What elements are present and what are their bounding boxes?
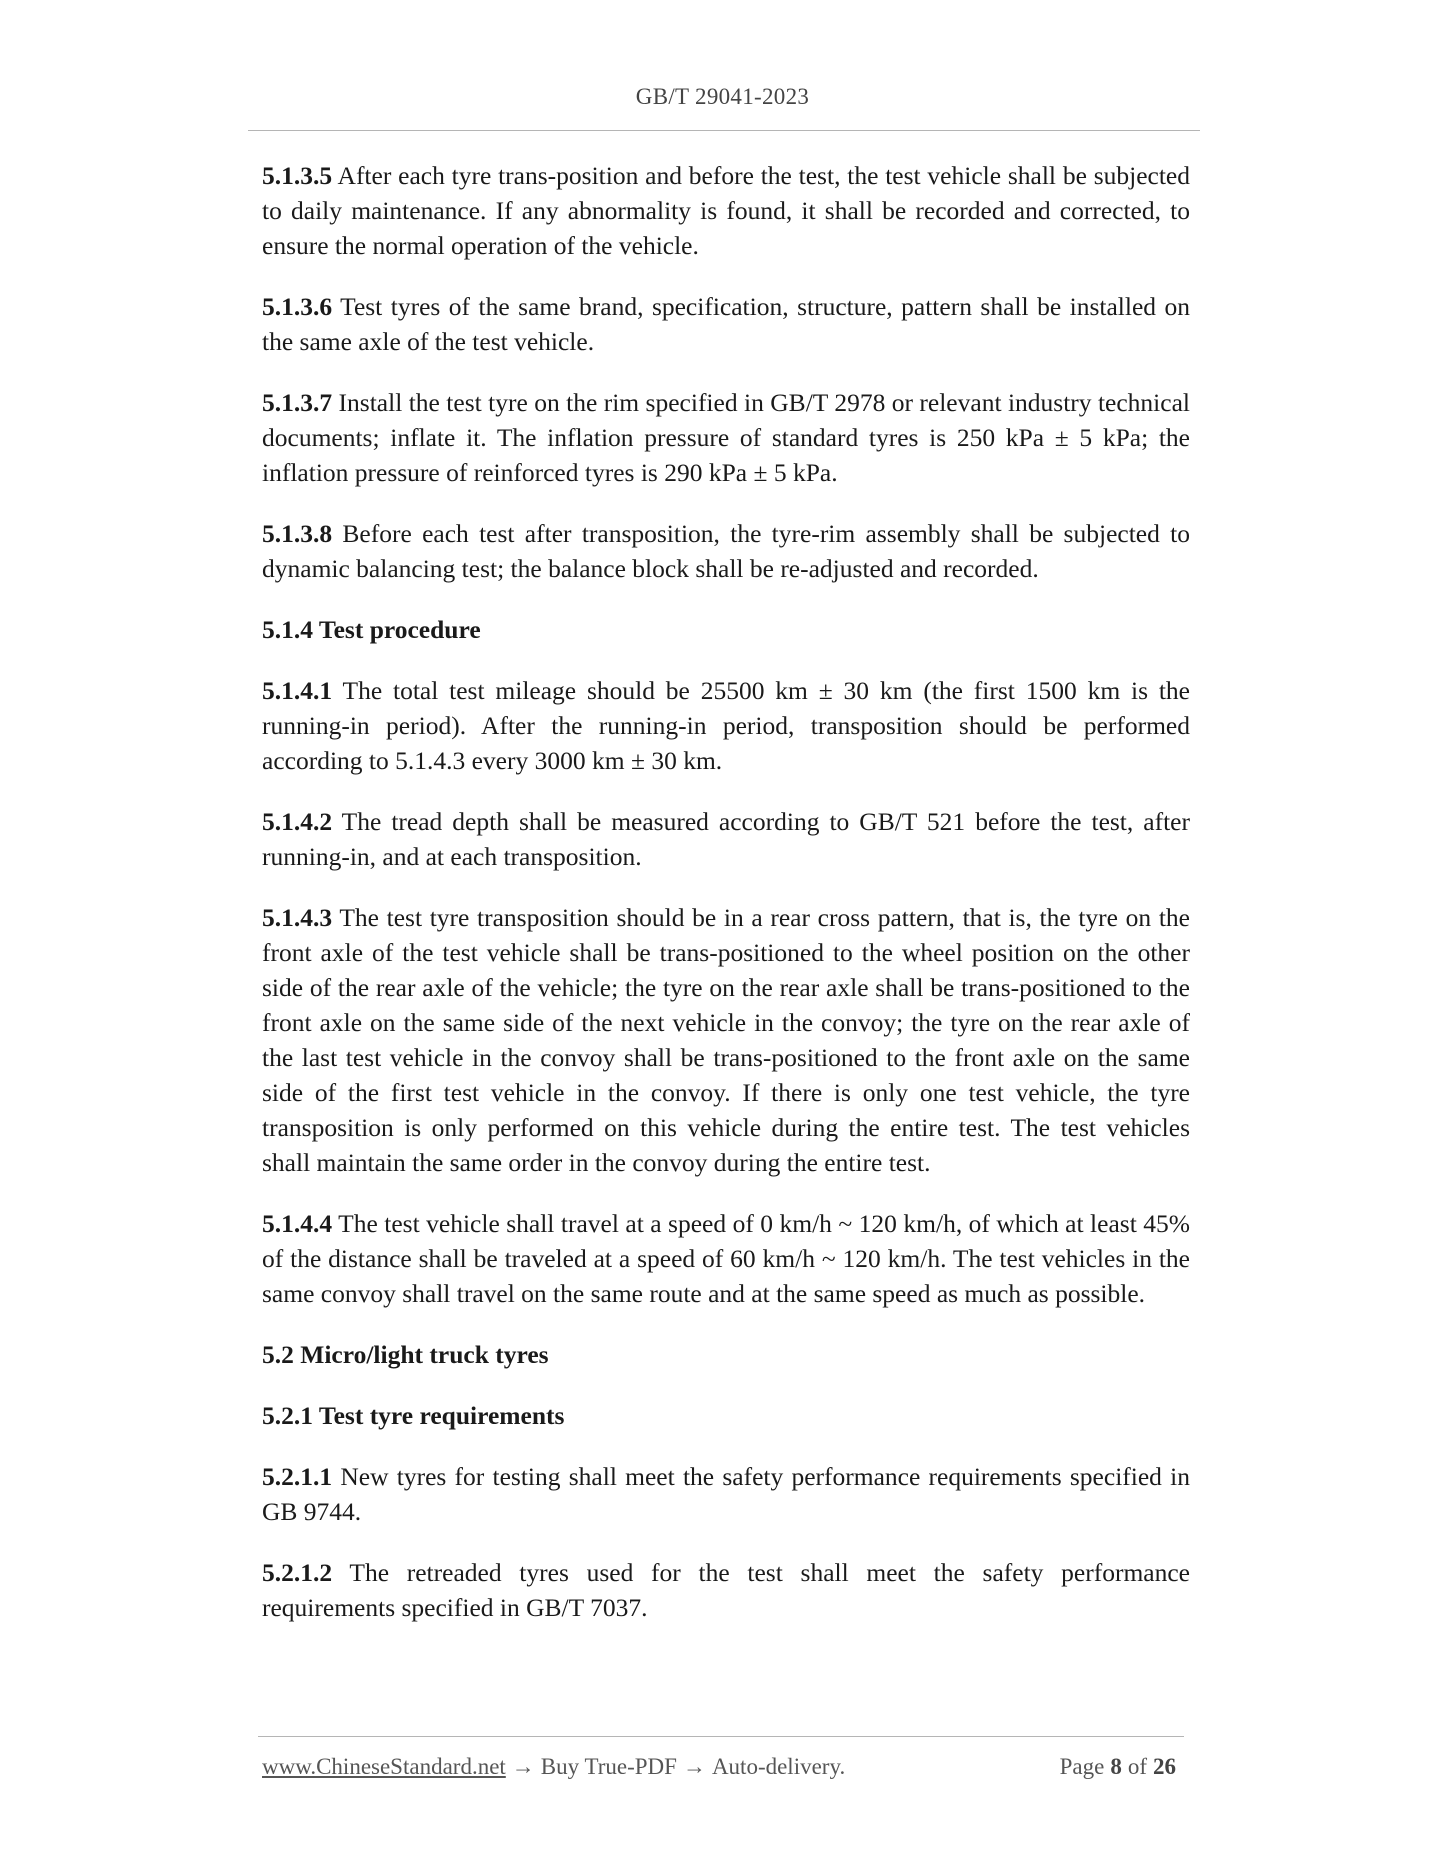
document-body bbox=[262, 158, 1190, 1651]
clause-number: 5.1.3.7 bbox=[262, 388, 333, 417]
clause-5-1-3-5 bbox=[262, 158, 1190, 263]
footer-divider bbox=[258, 1736, 1184, 1737]
of-label: of bbox=[1127, 1754, 1147, 1779]
clause-5-1-4-3 bbox=[262, 900, 1190, 1180]
page-total: 26 bbox=[1153, 1754, 1176, 1779]
clause-number: 5.1.3.6 bbox=[262, 292, 333, 321]
site-link[interactable]: www.ChineseStandard.net bbox=[262, 1754, 506, 1779]
heading-5-2-1: 5.2.1 Test tyre requirements bbox=[262, 1401, 565, 1430]
page-label: Page bbox=[1059, 1754, 1105, 1779]
clause-text: The retreaded tyres used for the test shall meet the safety performance requirements specified in GB/T 7037. bbox=[262, 1558, 1190, 1622]
heading-5-2: 5.2 Micro/light truck tyres bbox=[262, 1340, 549, 1369]
clause-number: 5.2.1.1 bbox=[262, 1462, 333, 1491]
buy-true-pdf-text: Buy True-PDF bbox=[540, 1754, 677, 1779]
clause-5-1-3-6 bbox=[262, 289, 1190, 359]
clause-5-2-1-1 bbox=[262, 1459, 1190, 1529]
clause-text: Test tyres of the same brand, specification, structure, pattern shall be installed on the same axle of the test vehicle. bbox=[262, 292, 1190, 356]
clause-text: The test vehicle shall travel at a speed of 0 km/h ~ 120 km/h, of which at least 45% of the distance shall be traveled at a speed of 60 km/h ~ 120 km/h. The test vehicles in the same convoy shall travel on the same route and at the same speed as much as possible. bbox=[262, 1209, 1190, 1308]
page-number: 8 bbox=[1110, 1754, 1122, 1779]
arrow-right-icon: → bbox=[511, 1754, 535, 1779]
clause-5-1-3-7 bbox=[262, 385, 1190, 490]
clause-number: 5.1.4.2 bbox=[262, 807, 333, 836]
auto-delivery-text: Auto-delivery. bbox=[711, 1754, 846, 1779]
clause-text: After each tyre trans-position and before the test, the test vehicle shall be subjected to daily maintenance. If any abnormality is found, it shall be recorded and corrected, to ensure the normal operation of the vehicle. bbox=[262, 161, 1190, 260]
clause-5-1-4-1 bbox=[262, 673, 1190, 778]
arrow-right-icon: → bbox=[682, 1754, 706, 1779]
footer-left bbox=[262, 1754, 845, 1780]
clause-text: The test tyre transposition should be in a rear cross pattern, that is, the tyre on the front axle of the test vehicle shall be trans-positioned to the wheel position on the other side of the rear axle of the vehicle; the tyre on the rear axle shall be trans-positioned to the front axle on the same side of the next vehicle in the convoy; the tyre on the rear axle of the last test vehicle in the convoy shall be trans-positioned to the front axle on the same side of the first test vehicle in the convoy. If there is only one test vehicle, the tyre transposition is only performed on this vehicle during the entire test. The test vehicles shall maintain the same order in the convoy during the entire test. bbox=[262, 903, 1190, 1177]
clause-number: 5.1.4.1 bbox=[262, 676, 333, 705]
clause-number: 5.1.4.3 bbox=[262, 903, 333, 932]
clause-number: 5.1.3.8 bbox=[262, 519, 333, 548]
page-counter bbox=[1060, 1754, 1182, 1780]
header-divider bbox=[248, 130, 1200, 131]
page-footer bbox=[262, 1754, 1182, 1780]
clause-5-1-4-4 bbox=[262, 1206, 1190, 1311]
clause-text: New tyres for testing shall meet the safety performance requirements specified in GB 9744. bbox=[262, 1462, 1190, 1526]
clause-text: The total test mileage should be 25500 km ± 30 km (the first 1500 km is the running-in period). After the running-in period, transposition should be performed according to 5.1.4.3 every 3000 km ± 30 km. bbox=[262, 676, 1190, 775]
clause-text: Install the test tyre on the rim specified in GB/T 2978 or relevant industry technical documents; inflate it. The inflation pressure of standard tyres is 250 kPa ± 5 kPa; the inflation pressure of reinforced tyres is 290 kPa ± 5 kPa. bbox=[262, 388, 1190, 487]
clause-5-1-4-2 bbox=[262, 804, 1190, 874]
clause-text: Before each test after transposition, the tyre-rim assembly shall be subjected to dynamic balancing test; the balance block shall be re-adjusted and recorded. bbox=[262, 519, 1190, 583]
clause-5-1-3-8 bbox=[262, 516, 1190, 586]
clause-number: 5.1.3.5 bbox=[262, 161, 333, 190]
clause-number: 5.2.1.2 bbox=[262, 1558, 333, 1587]
page-header-standard-id: GB/T 29041-2023 bbox=[635, 84, 810, 109]
clause-text: The tread depth shall be measured according to GB/T 521 before the test, after running-in, and at each transposition. bbox=[262, 807, 1190, 871]
clause-5-2-1-2 bbox=[262, 1555, 1190, 1625]
heading-5-1-4: 5.1.4 Test procedure bbox=[262, 615, 481, 644]
clause-number: 5.1.4.4 bbox=[262, 1209, 333, 1238]
